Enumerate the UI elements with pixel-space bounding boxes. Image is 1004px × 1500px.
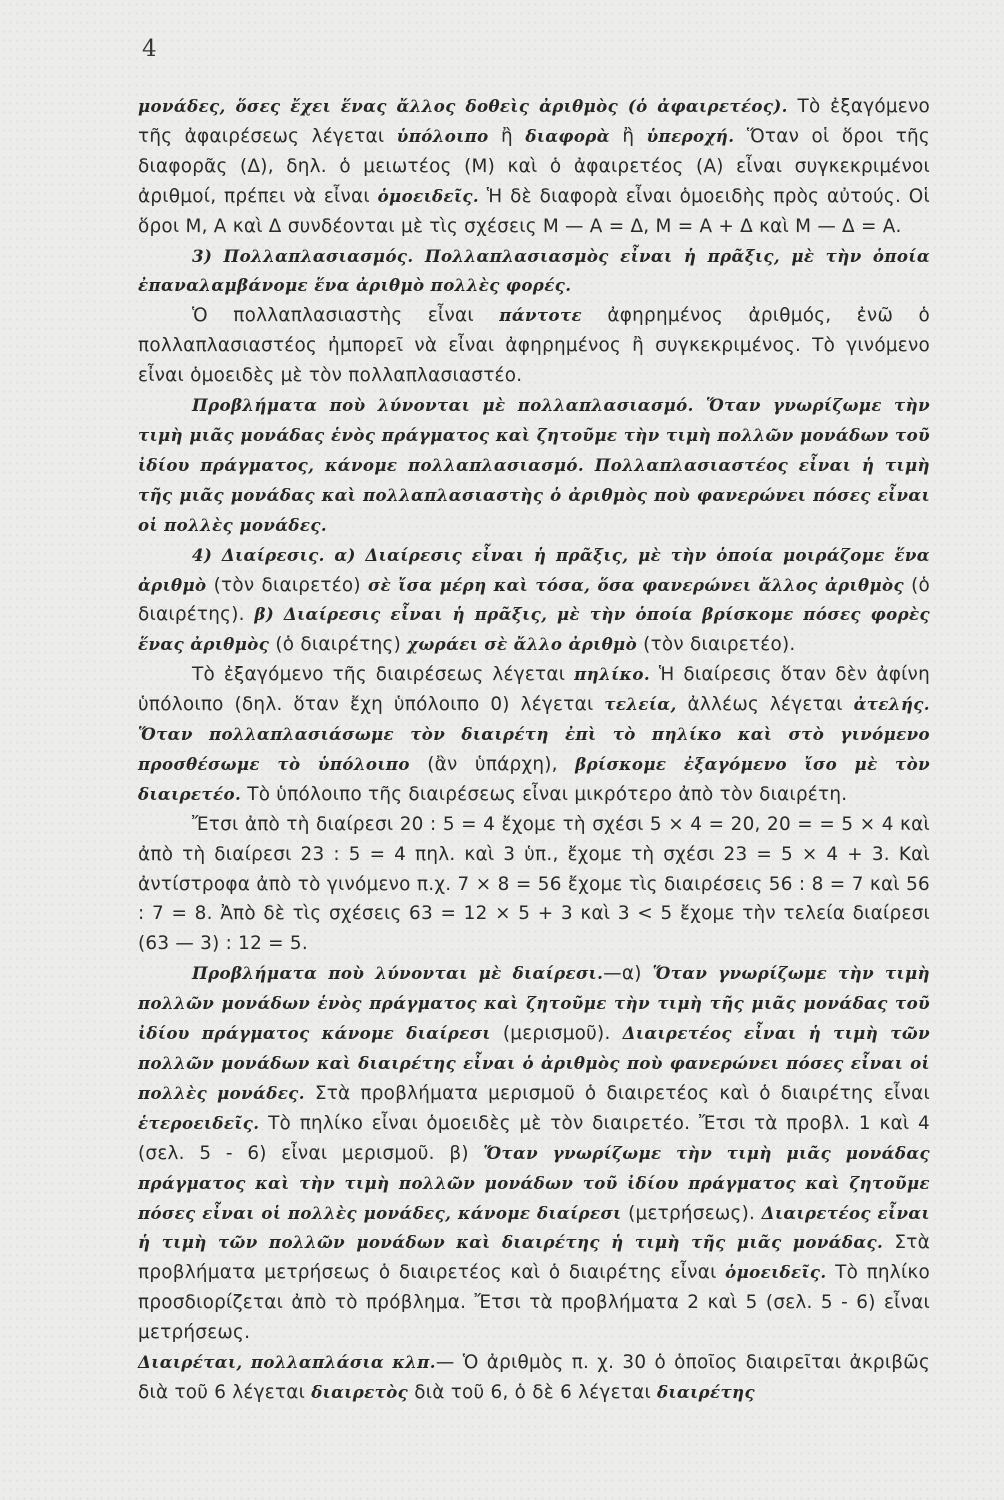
text-run: (ἂν ὑπάρχη),	[409, 753, 576, 775]
paragraph	[138, 660, 930, 810]
emphasized-text: Ὅταν πολλαπλασιάσωμε τὸν διαιρέτη ἐπὶ τὸ πηλίκο καὶ στὸ γινόμενο προσθέσωμε τὸ ὑπόλοιπο	[138, 724, 930, 774]
emphasized-text: 3) Πολλαπλασιασμός. Πολλαπλασιασμὸς εἶναι ἡ πρᾶξις, μὲ τὴν ὁποία ἐπαναλαμβάνομε ἕνα ἀριθμὸ πολλὲς φορές.	[138, 245, 930, 296]
text-run: Στὰ προβλήματα μερισμοῦ ὁ διαιρετέος καὶ ὁ διαιρέτης εἶναι	[304, 1082, 930, 1104]
emphasized-text: πάντοτε	[499, 305, 582, 326]
text-run: Ἡ δὲ διαφορὰ εἶναι ὁμοειδὴς πρὸς αὐτούς. Οἱ ὅροι Μ, Α καὶ Δ συνδέονται μὲ τὶς σχέσεις Μ — Α = Δ, Μ = Α + Δ καὶ Μ — Δ = Α.	[138, 185, 930, 237]
emphasized-text: πηλίκο.	[574, 664, 651, 685]
emphasized-text: ὁμοειδεῖς.	[725, 1262, 827, 1283]
text-run: Τὸ ἐξαγόμενο τῆς ἀφαιρέσεως λέγεται	[138, 96, 931, 147]
paragraph	[138, 92, 930, 242]
text-run: (ὁ διαιρέτης).	[138, 574, 930, 626]
emphasized-text: διαιρετὸς	[311, 1381, 409, 1402]
text-run: Ἔτσι ἀπὸ τὴ διαίρεσι 20 : 5 = 4 ἔχομε τὴ σχέσι 5 × 4 = 20, 20 = = 5 × 4 καὶ ἀπὸ τὴ διαίρεσι 23 : 5 = 4 πηλ. καὶ 3 ὑπ., ἔχομε τὴ σχέσι 23 = 5 × 4 + 3. Καὶ ἀντίστροφα ἀπὸ τὸ γινόμενο π.χ. 7 × 8 = 56 ἔχομε τὶς διαιρέσεις 56 : 8 = 7 καὶ 56 : 7 = 8. Ἀπὸ δὲ τὶς σχέσεις 63 = 12 × 5 + 3 καὶ 3 < 5 ἔχομε τὴν τελεία διαίρεσι (63 — 3) : 12 = 5.	[138, 813, 930, 955]
paragraph	[138, 541, 930, 661]
text-run: Ὅταν οἱ ὅροι τῆς διαφορᾶς (Δ), δηλ. ὁ μειωτέος (Μ) καὶ ὁ ἀφαιρετέος (Α) εἶναι συγκεκριμένοι ἀριθμοί, πρέπει νὰ εἶναι	[138, 125, 930, 207]
emphasized-text: ὑπόλοιπο	[396, 125, 489, 146]
emphasized-text: βρίσκομε ἐξαγόμενο ἴσο μὲ τὸν διαιρετέο.	[138, 753, 930, 804]
text-run: (τὸν διαιρετέο)	[206, 574, 368, 596]
text-run: διὰ τοῦ 6, ὁ δὲ 6 λέγεται	[408, 1381, 658, 1403]
paragraph	[138, 810, 930, 960]
text-run: Ὁ πολλαπλασιαστὴς εἶναι	[192, 305, 500, 327]
text-run: (μερισμοῦ).	[490, 1023, 623, 1045]
emphasized-text: διαιρέτης	[657, 1381, 755, 1402]
paragraph	[138, 959, 930, 1348]
emphasized-text: ἑτεροειδεῖς.	[138, 1112, 260, 1133]
text-run: Στὰ προβλήματα μετρήσεως ὁ διαιρετέος καὶ ὁ διαιρέτης εἶναι	[138, 1232, 930, 1284]
page-number: 4	[142, 36, 157, 62]
emphasized-text: Διαιρετέος εἶναι ἡ τιμὴ τῶν πολλῶν μονάδων καὶ διαιρέτης εἶναι ὁ ἀριθμὸς ποὺ φανερώνει πόσες εἶναι οἱ πολλὲς μονάδες.	[138, 1023, 930, 1103]
text-run: Ἡ διαίρεσις ὅταν δὲν ἀφίνη ὑπόλοιπο (δηλ. ὅταν ἔχη ὑπόλοιπο 0) λέγεται	[138, 664, 930, 716]
text-run: ἀφηρημένος ἀριθμός, ἐνῶ ὁ πολλαπλασιαστέος ἠμπορεῖ νὰ εἶναι ἀφηρημένος ἢ συγκεκριμένος. Τὸ γινόμενο εἶναι ὁμοειδὲς μὲ τὸν πολλαπλασιαστέο.	[138, 305, 930, 387]
emphasized-text: χωράει σὲ ἄλλο ἀριθμὸ	[407, 634, 638, 655]
body-text	[138, 92, 930, 1408]
text-run: Τὸ ὑπόλοιπο τῆς διαιρέσεως εἶναι μικρότερο ἀπὸ τὸν διαιρέτη.	[241, 783, 848, 805]
paragraph	[138, 1348, 930, 1408]
text-run: ἢ	[609, 125, 647, 147]
paragraph	[138, 301, 930, 391]
paragraph	[138, 391, 930, 541]
text-run: ἀλλέως λέγεται	[676, 694, 854, 716]
text-run: (μετρήσεως).	[621, 1202, 762, 1224]
text-run: Τὸ πηλίκο εἶναι ὁμοειδὲς μὲ τὸν διαιρετέο. Ἔτσι τὰ προβλ. 1 καὶ 4 (σελ. 5 - 6) εἶναι μερισμοῦ. β)	[138, 1112, 930, 1164]
text-run	[325, 545, 335, 566]
emphasized-text: μονάδες, ὅσες ἔχει ἕνας ἄλλος δοθεὶς ἀριθμὸς (ὁ ἀφαιρετέος).	[138, 96, 788, 116]
emphasized-text: Ὅταν γνωρίζωμε τὴν τιμὴ μιᾶς μονάδας πράγματος καὶ τὴν τιμὴ πολλῶν μονάδων τοῦ ἰδίου πράγματος καὶ ζητοῦμε πόσες εἶναι οἱ πολλὲς μονάδες, κάνομε διαίρεσι	[138, 1142, 930, 1223]
emphasized-text: Ὅταν γνωρίζωμε τὴν τιμὴ πολλῶν μονάδων ἑνὸς πράγματος καὶ ζητοῦμε τὴν τιμὴ τῆς μιᾶς μονάδας τοῦ ἰδίου πράγματος κάνομε διαίρεσι	[138, 963, 930, 1044]
paragraph	[138, 242, 930, 302]
emphasized-text: Προβλήματα ποὺ λύνονται μὲ διαίρεσι.	[192, 963, 604, 984]
emphasized-text: α) Διαίρεσις εἶναι ἡ πρᾶξις, μὲ τὴν ὁποία μοιράζομε ἕνα ἀριθμὸ	[138, 544, 930, 595]
text-run: — Ὁ ἀριθμὸς π. χ. 30 ὁ ὁποῖος διαιρεῖται ἀκριβῶς διὰ τοῦ 6 λέγεται	[138, 1352, 930, 1403]
text-run: (τὸν διαιρετέο).	[637, 634, 796, 656]
emphasized-text: β) Διαίρεσις εἶναι ἡ πρᾶξις, μὲ τὴν ὁποία βρίσκομε πόσες φορὲς ἕνας ἀριθμὸς	[138, 604, 930, 655]
text-run: ἢ	[488, 125, 526, 147]
emphasized-text: σὲ ἴσα μέρη καὶ τόσα, ὅσα φανερώνει ἄλλος ἀριθμὸς	[367, 574, 904, 595]
text-run: (ὁ διαιρέτης)	[269, 634, 408, 656]
emphasized-text: τελεία,	[604, 694, 677, 715]
emphasized-text: ὑπεροχή.	[646, 125, 735, 146]
emphasized-text: 4) Διαίρεσις.	[192, 544, 325, 565]
emphasized-text: Προβλήματα ποὺ λύνονται μὲ πολλαπλασιασμό. Ὅταν γνωρίζωμε τὴν τιμὴ μιᾶς μονάδας ἑνὸς πράγματος καὶ ζητοῦμε τὴν τιμὴ πολλῶν μονάδων τοῦ ἰδίου πράγματος, κάνομε πολλαπλασιασμό. Πολλαπλασιαστέος εἶναι ἡ τιμὴ τῆς μιᾶς μονάδας καὶ πολλαπλασιαστὴς ὁ ἀριθμὸς ποὺ φανερώνει πόσες εἶναι οἱ πολλὲς μονάδες.	[138, 395, 930, 535]
emphasized-text: Διαιρετέος εἶναι ἡ τιμὴ τῶν πολλῶν μονάδων καὶ διαιρέτης ἡ τιμὴ τῆς μιᾶς μονάδας.	[138, 1202, 930, 1253]
emphasized-text: διαφορὰ	[525, 125, 610, 146]
text-run: —α)	[603, 963, 653, 985]
text-run: Τὸ ἐξαγόμενο τῆς διαιρέσεως λέγεται	[192, 664, 575, 686]
text-run: Τὸ πηλίκο προσδιορίζεται ἀπὸ τὸ πρόβλημα. Ἔτσι τὰ προβλήματα 2 καὶ 5 (σελ. 5 - 6) εἶναι μετρήσεως.	[138, 1262, 931, 1344]
emphasized-text: ἀτελής.	[853, 694, 930, 715]
emphasized-text: ὁμοειδεῖς.	[377, 185, 480, 206]
emphasized-text: Διαιρέται, πολλαπλάσια κλπ.	[138, 1352, 436, 1373]
